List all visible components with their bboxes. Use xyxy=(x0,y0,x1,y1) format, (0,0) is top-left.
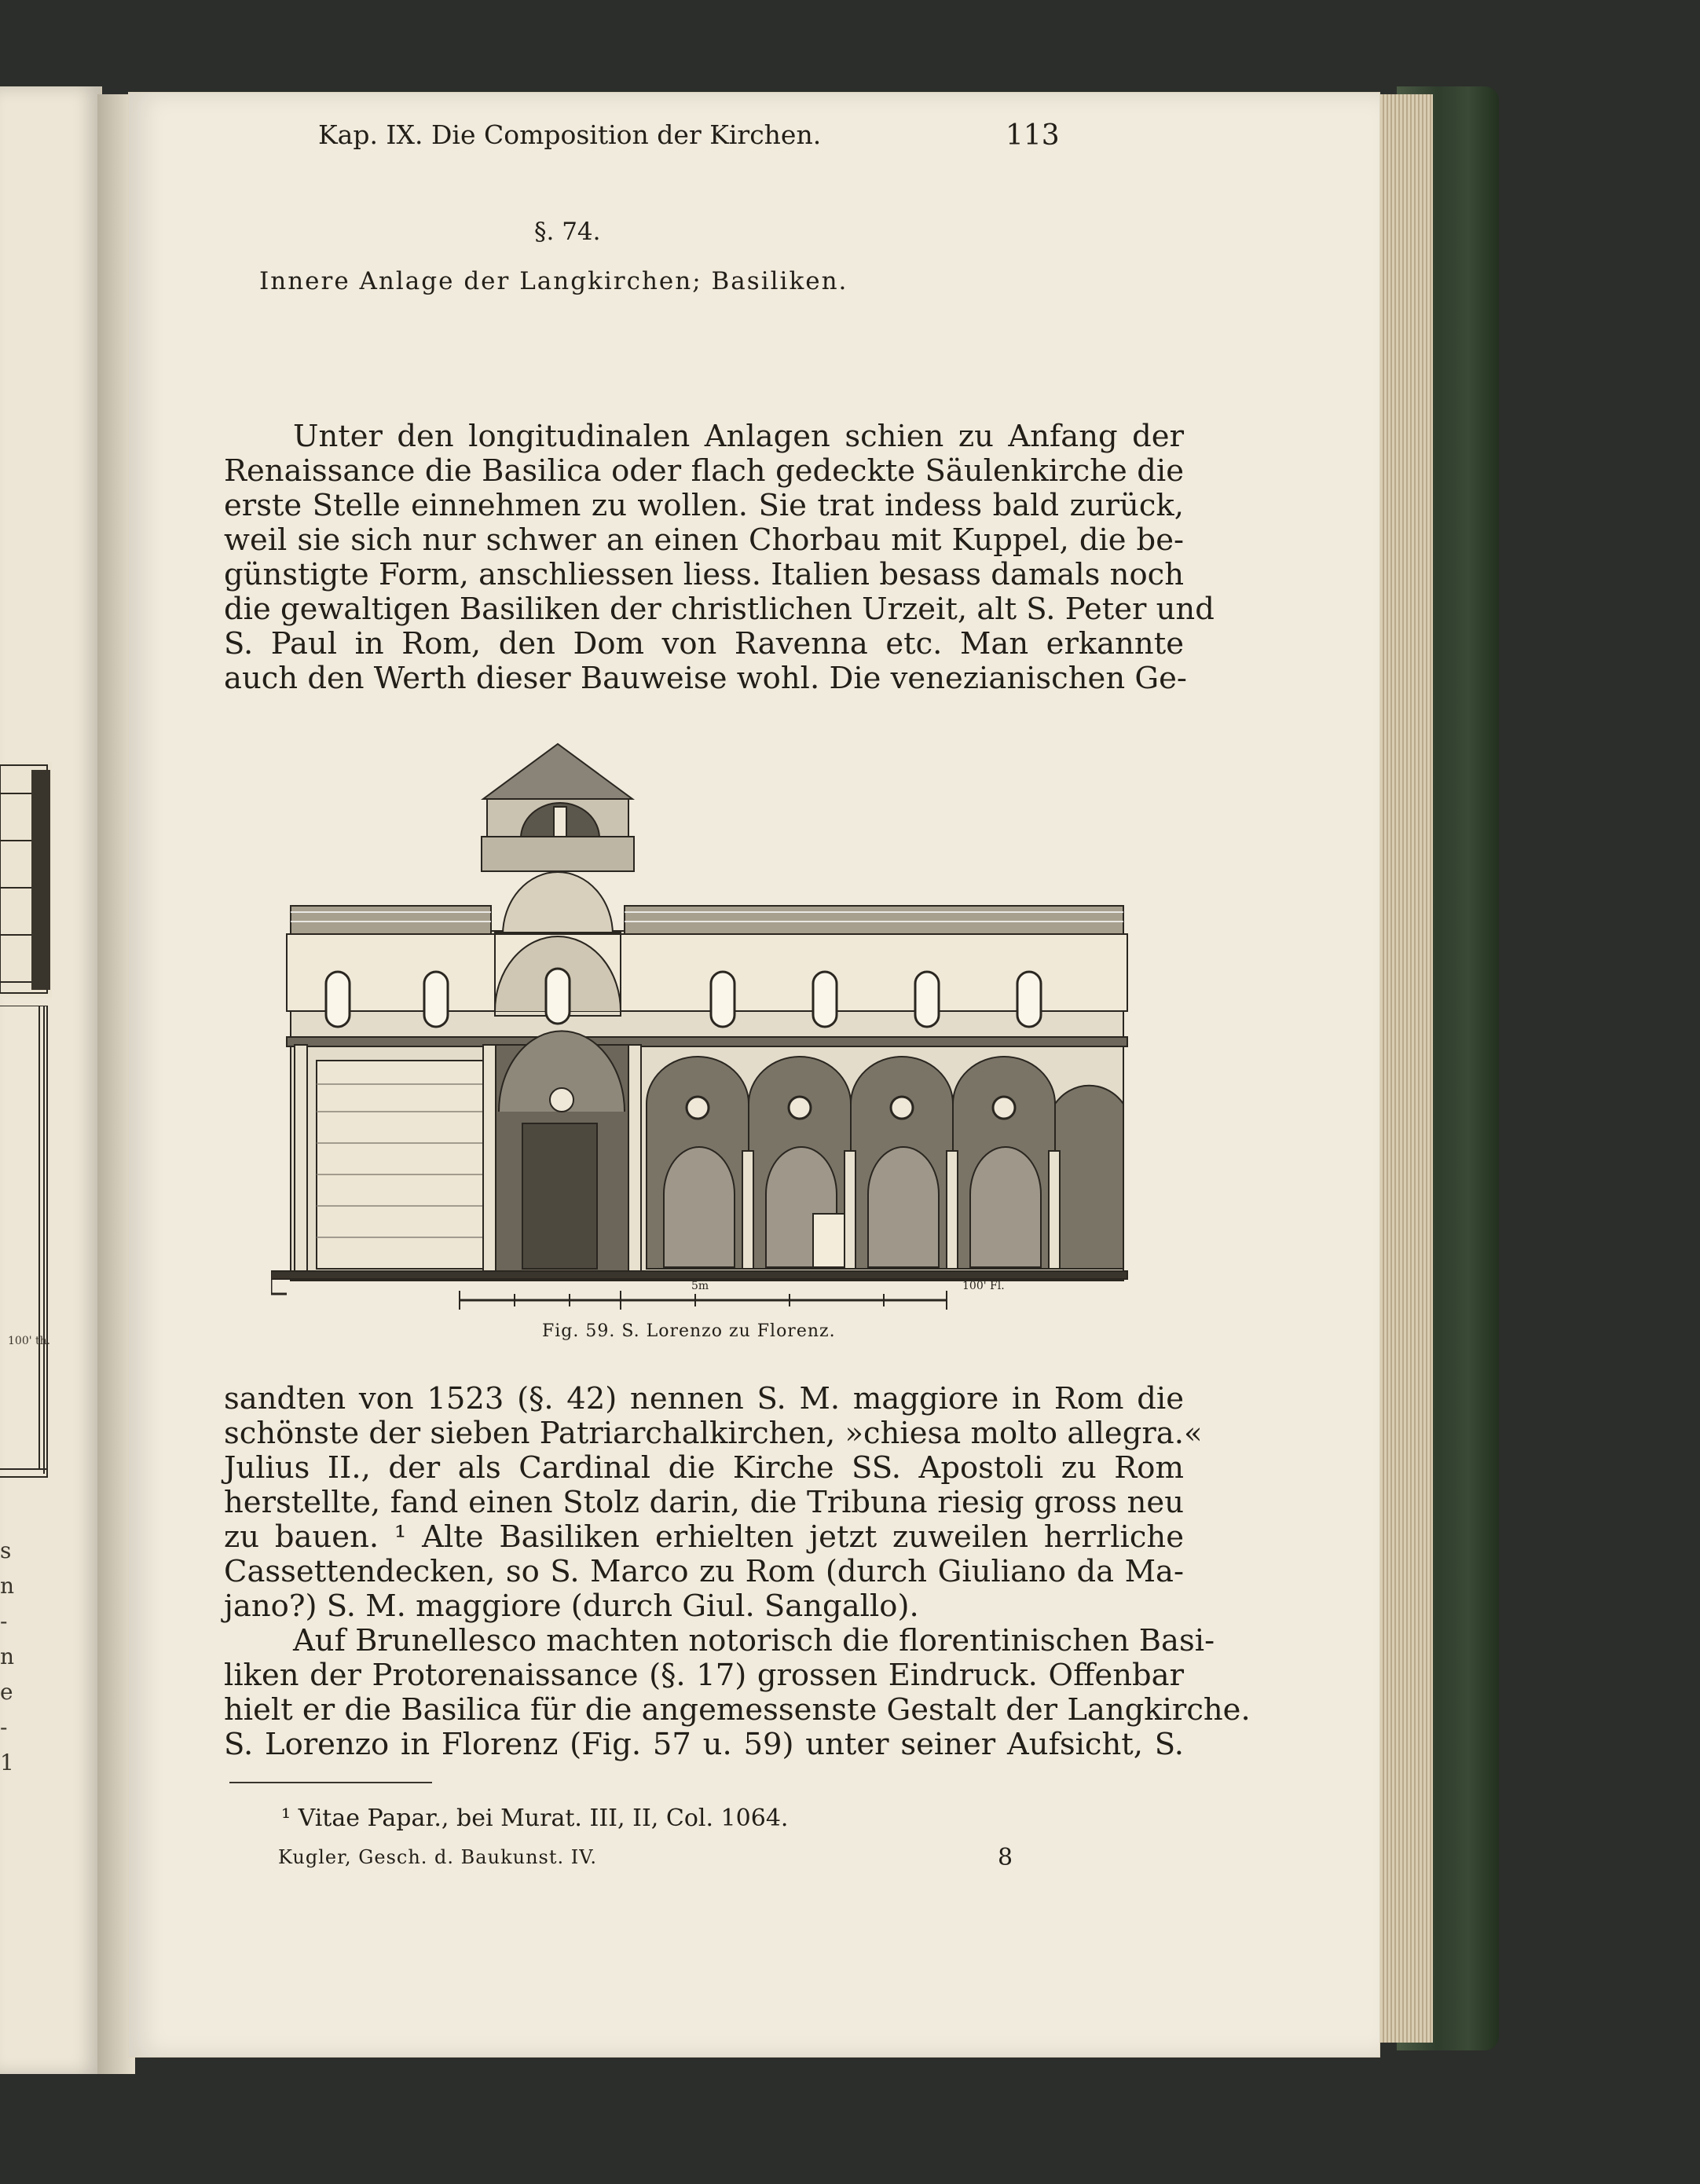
footnote: ¹ Vitae Papar., bei Murat. III, II, Col. 1064. xyxy=(281,1805,789,1832)
section-title: Innere Anlage der Langkirchen; Basiliken. xyxy=(259,267,848,295)
text-line: sandten von 1523 (§. 42) nennen S. M. maggiore in Rom die xyxy=(224,1381,1184,1416)
left-fragment: e xyxy=(0,1679,13,1705)
left-fragment: s xyxy=(0,1537,12,1563)
text-line: Julius II., der als Cardinal die Kirche SS. Apostoli zu Rom xyxy=(224,1450,1184,1486)
text-line: weil sie sich nur schwer an einen Chorbau mit Kuppel, die be- xyxy=(224,522,1184,558)
text-line: günstigte Form, anschliessen liess. Italien besass damals noch xyxy=(224,557,1184,592)
text-line: Cassettendecken, so S. Marco zu Rom (durch Giuliano da Ma- xyxy=(224,1554,1184,1589)
church-section-figure xyxy=(271,735,1135,1316)
signature-mark: Kugler, Gesch. d. Baukunst. IV. xyxy=(278,1846,597,1868)
figure-caption: Fig. 59. S. Lorenzo zu Florenz. xyxy=(542,1321,836,1341)
text-line: herstellte, fand einen Stolz darin, die Tribuna riesig gross neu xyxy=(224,1485,1184,1520)
page-number: 113 xyxy=(1006,119,1060,152)
page-edges xyxy=(1376,94,1433,2043)
text-line: S. Lorenzo in Florenz (Fig. 57 u. 59) unter seiner Aufsicht, S. xyxy=(224,1727,1184,1762)
text-line: liken der Protorenaissance (§. 17) grossen Eindruck. Offenbar xyxy=(224,1658,1184,1693)
text-line: erste Stelle einnehmen zu wollen. Sie trat indess bald zurück, xyxy=(224,488,1184,523)
running-header: Kap. IX. Die Composition der Kirchen. xyxy=(318,119,822,150)
signature-number: 8 xyxy=(998,1844,1013,1871)
text-line: auch den Werth dieser Bauweise wohl. Die venezianischen Ge- xyxy=(224,661,1187,696)
scale-label-left: 5m xyxy=(691,1280,709,1292)
text-line: S. Paul in Rom, den Dom von Ravenna etc. Man erkannte xyxy=(224,626,1184,661)
left-fragment: n xyxy=(0,1573,15,1599)
illustration-fig-59 xyxy=(271,744,1127,1310)
text-line: zu bauen. ¹ Alte Basiliken erhielten jetzt zuweilen herrliche xyxy=(224,1519,1184,1555)
text-line: Auf Brunellesco machten notorisch die florentinischen Basi- xyxy=(293,1623,1215,1658)
text-line: hielt er die Basilica für die angemessenste Gestalt der Langkirche. xyxy=(224,1692,1251,1728)
section-number: §. 74. xyxy=(534,218,601,246)
text-line: die gewaltigen Basiliken der christlichen Urzeit, alt S. Peter und xyxy=(224,592,1215,627)
text-line: Unter den longitudinalen Anlagen schien zu Anfang der xyxy=(293,419,1184,454)
left-fragment: - xyxy=(0,1608,8,1634)
text-line: Renaissance die Basilica oder flach gedeckte Säulenkirche die xyxy=(224,453,1184,489)
left-page-figure-fragment xyxy=(0,762,53,998)
left-fragment: - xyxy=(0,1714,8,1740)
left-scale-label: 100' th. xyxy=(8,1335,51,1347)
left-fragment: n xyxy=(0,1643,15,1669)
text-line: schönste der sieben Patriarchalkirchen, »chiesa molto allegra.« xyxy=(224,1416,1203,1451)
left-fragment: 1 xyxy=(0,1750,14,1775)
text-line: jano?) S. M. maggiore (durch Giul. Sangallo). xyxy=(224,1589,919,1624)
left-page-plan-fragment xyxy=(0,1006,52,1493)
scale-label-right: 100' Fl. xyxy=(962,1280,1005,1292)
left-facing-page xyxy=(0,86,102,2074)
footnote-rule xyxy=(229,1782,432,1783)
